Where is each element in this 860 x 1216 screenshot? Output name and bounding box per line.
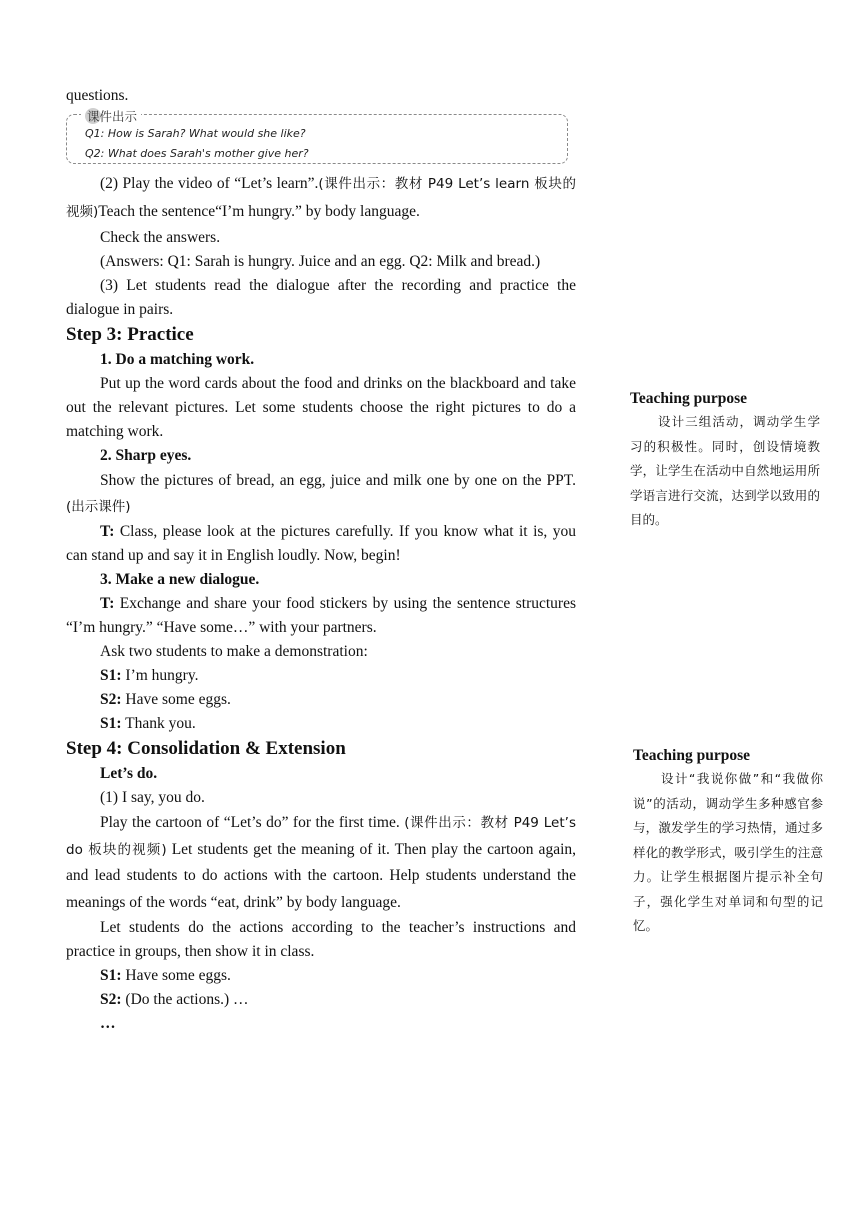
side-text: 设计三组活动，调动学生学习的积极性。同时，创设情境教学，让学生在活动中自然地运用所学语言进行交流，达到学以致用的目的。 [630,414,820,527]
cartoon-paragraph: Play the cartoon of “Let’s do” for the first time. (课件出示：教材 P49 Let’s do 板块的视频) Let students get the meaning of it. Then play the cartoon again, and lead students to do actions with the cartoon. Help students understand the meanings of the words “eat, drink” by body language. [66,814,577,911]
check-answers: Check the answers. [100,229,221,246]
play-video-paragraph: (2) Play the video of “Let’s learn”.(课件出示：教材 P49 Let’s learn 板块的视频)Teach the sentence“I’m hungry.” by body language. [66,175,576,220]
side-text: 设计“我说你做”和“我做你说”的活动，调动学生多种感官参与，激发学生的学习热情，通过多样化的教学形式，吸引学生的注意力。让学生根据图片提示补全句子，强化学生对单词和句型的记忆。 [633,771,823,933]
step4-heading: Step 4: Consolidation & Extension [66,738,346,759]
matching-text: Put up the word cards about the food and drinks on the blackboard and take out the relevant pictures. Let some students choose the right pictures to do a matching work. [66,375,576,440]
read-dialogue-paragraph: (3) Let students read the dialogue after the recording and practice the dialogue in pairs. [66,277,576,318]
lets-do-title: Let’s do. [100,765,158,782]
side-title: Teaching purpose [633,747,750,764]
side-title: Teaching purpose [630,390,747,407]
groups-paragraph: Let students do the actions according to the teacher’s instructions and practice in groups, then show it in class. [66,919,576,960]
teacher-line-2: T: Exchange and share your food stickers by using the sentence structures “I’m hungry.” “Have some…” with your partners. [66,595,576,636]
lesson-body [66,84,576,1036]
teaching-purpose-2 [633,745,823,939]
ellipsis-line: … [100,1015,116,1032]
answers-paragraph: (Answers: Q1: Sarah is hungry. Juice and an egg. Q2: Milk and bread.) [100,253,541,270]
matching-title: 1. Do a matching work. [100,351,255,368]
courseware-badge: 课件出示 [81,105,141,129]
ask-students: Ask two students to make a demonstration: [100,643,368,660]
teacher-line-1: T: Class, please look at the pictures carefully. If you know what it is, you can stand up and say it in English loudly. Now, begin! [66,523,576,564]
example-line: S1: Have some eggs. [100,967,231,984]
sharp-eyes-text: Show the pictures of bread, an egg, juice and milk one by one on the PPT.(出示课件) [66,472,576,515]
step3-heading: Step 3: Practice [66,324,194,345]
question-1: Q1: How is Sarah? What would she like? [85,127,306,140]
sharp-eyes-title: 2. Sharp eyes. [100,447,192,464]
courseware-box [66,109,568,164]
i-say-you-do: (1) I say, you do. [100,789,205,806]
example-line: S2: (Do the actions.) … [100,991,249,1008]
dialogue-line: S1: I’m hungry. [100,667,199,684]
question-2: Q2: What does Sarah's mother give her? [85,147,309,160]
new-dialogue-title: 3. Make a new dialogue. [100,571,260,588]
teaching-purpose-1 [630,388,820,533]
dialogue-line: S1: Thank you. [100,715,196,732]
dialogue-line: S2: Have some eggs. [100,691,231,708]
questions-line: questions. [66,87,129,104]
